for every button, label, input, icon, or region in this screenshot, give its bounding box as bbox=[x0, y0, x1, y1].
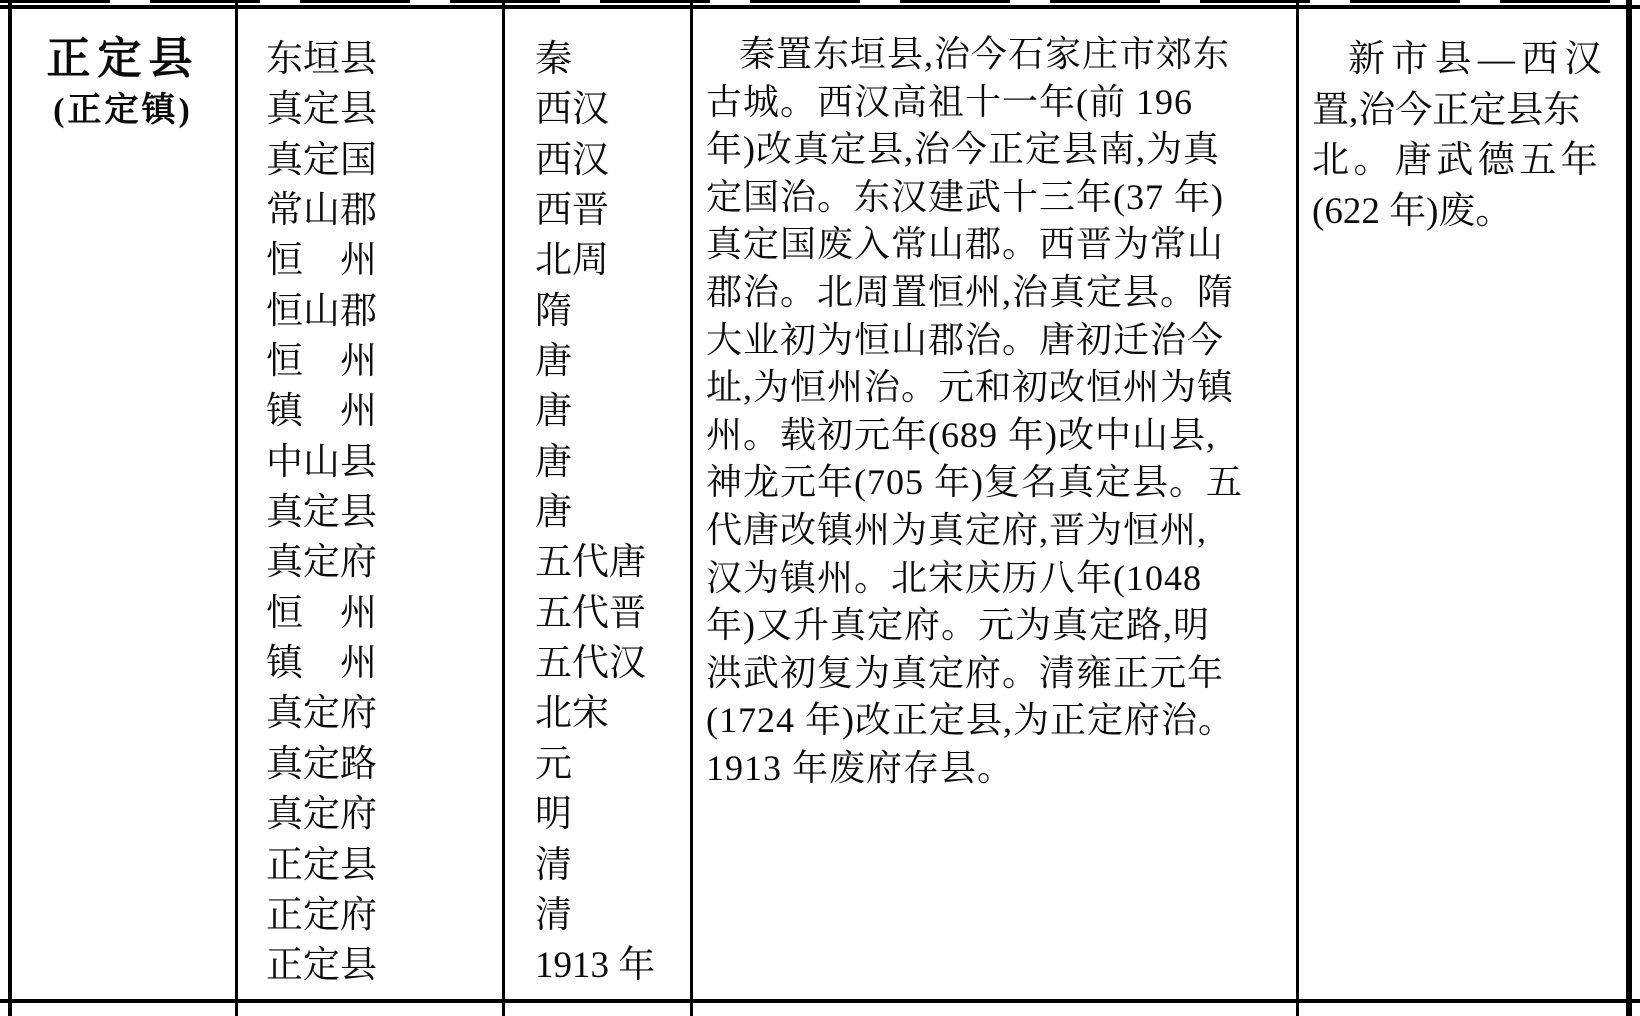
period-line: 清 bbox=[535, 844, 572, 886]
historical-name-line: 真定县 bbox=[266, 492, 377, 534]
period-line: 西晋 bbox=[535, 190, 609, 232]
table-right-border bbox=[1626, 0, 1632, 1016]
previous-row-border-remnant bbox=[0, 0, 1640, 3]
historical-name-line: 真定府 bbox=[266, 542, 377, 584]
historical-name-line: 真定路 bbox=[266, 743, 377, 785]
note-line: 北。唐武德五年 bbox=[1312, 140, 1603, 182]
historical-name-line: 真定府 bbox=[266, 693, 377, 735]
historical-name-line: 恒 州 bbox=[266, 341, 377, 383]
historical-name-line: 真定县 bbox=[266, 89, 377, 131]
description-line: 汉为镇州。北宋庆历八年(1048 bbox=[706, 557, 1202, 598]
description-line: 址,为恒州治。元和初改恒州为镇 bbox=[706, 367, 1235, 408]
description-line: 大业初为恒山郡治。唐初迁治今 bbox=[706, 319, 1225, 360]
historical-name-line: 恒山郡 bbox=[266, 290, 377, 332]
historical-name-line: 中山县 bbox=[266, 441, 377, 483]
period-line: 唐 bbox=[535, 492, 572, 534]
description-line: 1913 年废府存县。 bbox=[706, 747, 1015, 788]
table-bottom-rule bbox=[0, 999, 1640, 1003]
period-line: 北周 bbox=[535, 240, 609, 282]
description-line: 洪武初复为真定府。清雍正元年 bbox=[706, 652, 1225, 693]
historical-name-line: 正定府 bbox=[266, 894, 377, 936]
description-line: 年)又升真定府。元为真定路,明 bbox=[706, 605, 1210, 646]
historical-name-line: 常山郡 bbox=[266, 190, 377, 232]
description-cell bbox=[706, 31, 1290, 793]
historical-name-line: 正定县 bbox=[266, 844, 377, 886]
historical-name-line: 镇 州 bbox=[266, 643, 377, 685]
note-line: 置,治今正定县东 bbox=[1312, 89, 1581, 131]
description-line: 年)改真定县,治今正定县南,为真 bbox=[706, 129, 1220, 170]
historical-name-line: 恒 州 bbox=[266, 240, 377, 282]
period-line: 五代唐 bbox=[535, 542, 646, 584]
period-line: 明 bbox=[535, 794, 572, 836]
column-divider-3 bbox=[690, 0, 693, 1016]
period-line: 唐 bbox=[535, 441, 572, 483]
description-line: 真定国废入常山郡。西晋为常山 bbox=[706, 224, 1225, 265]
period-line: 西汉 bbox=[535, 139, 609, 181]
period-line: 五代汉 bbox=[535, 643, 646, 685]
description-line: 神龙元年(705 年)复名真定县。五 bbox=[706, 462, 1243, 503]
historical-name-line: 镇 州 bbox=[266, 391, 377, 433]
description-line: 定国治。东汉建武十三年(37 年) bbox=[706, 176, 1224, 217]
current-name: 正定县 bbox=[46, 34, 200, 83]
notes-cell bbox=[1312, 35, 1624, 238]
period-line: 秦 bbox=[535, 39, 572, 80]
historical-name-line: 东垣县 bbox=[266, 39, 377, 80]
period-line: 五代晋 bbox=[535, 592, 646, 634]
table-top-rule bbox=[0, 5, 1640, 9]
description-line: 秦置东垣县,治今石家庄市郊东 bbox=[739, 34, 1231, 74]
period-line: 隋 bbox=[535, 290, 572, 332]
description-line: 代唐改镇州为真定府,晋为恒州, bbox=[706, 509, 1208, 550]
periods-cell bbox=[535, 35, 685, 992]
description-line: 州。载初元年(689 年)改中山县, bbox=[706, 414, 1216, 455]
table-left-border bbox=[8, 0, 12, 1016]
period-line: 清 bbox=[535, 894, 572, 936]
period-line: 唐 bbox=[535, 391, 572, 433]
period-line: 1913 年 bbox=[535, 945, 656, 987]
historical-names-cell bbox=[266, 35, 498, 992]
description-line: (1724 年)改正定县,为正定府治。 bbox=[706, 700, 1235, 741]
current-name-alias: (正定镇) bbox=[53, 92, 193, 129]
historical-name-line: 真定国 bbox=[266, 139, 377, 181]
period-line: 西汉 bbox=[535, 89, 609, 131]
description-line: 郡治。北周置恒州,治真定县。隋 bbox=[706, 271, 1235, 312]
current-name-cell bbox=[14, 32, 232, 136]
column-divider-2 bbox=[502, 0, 505, 1016]
note-line: (622 年)废。 bbox=[1312, 191, 1513, 233]
historical-name-line: 恒 州 bbox=[266, 592, 377, 634]
note-line: 新市县—西汉 bbox=[1348, 39, 1608, 80]
column-divider-1 bbox=[235, 0, 238, 1016]
historical-name-line: 正定县 bbox=[266, 945, 377, 987]
period-line: 北宋 bbox=[535, 693, 609, 735]
column-divider-4 bbox=[1296, 0, 1299, 1016]
historical-name-line: 真定府 bbox=[266, 794, 377, 836]
period-line: 元 bbox=[535, 743, 572, 785]
period-line: 唐 bbox=[535, 341, 572, 383]
description-line: 古城。西汉高祖十一年(前 196 bbox=[706, 81, 1193, 122]
